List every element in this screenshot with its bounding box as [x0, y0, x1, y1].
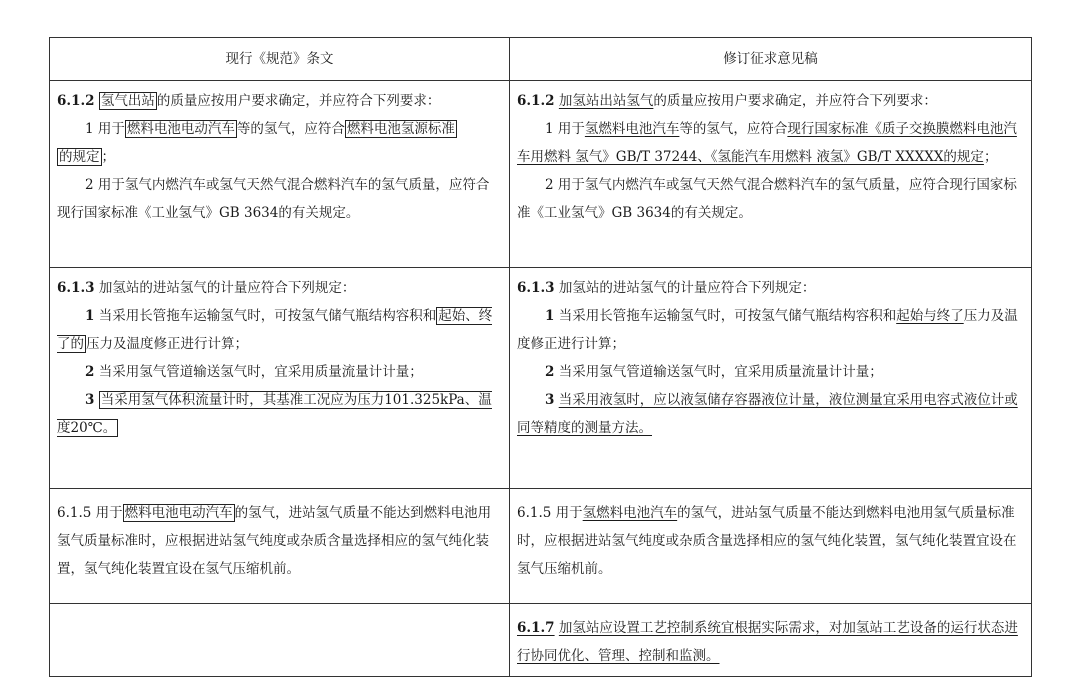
item-number: 3	[85, 392, 95, 408]
item-text: 当采用氢气管道输送氢气时，宜采用质量流量计计量；	[98, 364, 423, 380]
clause-heading	[57, 87, 502, 115]
boxed-text: 的规定	[59, 149, 100, 165]
clause-text: 的质量应按用户要求确定，并应符合下列要求：	[653, 93, 937, 109]
clause-item	[517, 115, 1024, 171]
table-row	[50, 489, 1032, 604]
underlined-text: 现行国家标准《质子交换膜燃料电池汽车用燃料 氢气》GB/T 37244、《氢能汽车用燃料 液氢》GB/T XXXXX的规定	[517, 121, 1017, 165]
item-text: 1 用于	[545, 121, 585, 137]
boxed-text: 氢气出站	[100, 93, 155, 109]
clause-number: 6.1.2	[57, 93, 95, 109]
item-number: 2	[545, 364, 555, 380]
clause-text: 加氢站的进站氢气的计量应符合下列规定：	[98, 280, 356, 296]
clause-prefix: 6.1.5 用于	[57, 505, 123, 521]
clause-item: 2 用于氢气内燃汽车或氢气天然气混合燃料汽车的氢气质量，应符合现行国家标准《工业氢气》GB 3634的有关规定。	[57, 177, 490, 221]
clause-heading	[57, 274, 502, 302]
item-text: 当采用长管拖车运输氢气时，可按氢气储气瓶结构容积和	[558, 308, 897, 324]
clause-number: 6.1.2	[517, 93, 555, 109]
item-number: 3	[545, 392, 555, 408]
clause-text	[517, 499, 1024, 583]
item-text: 当采用长管拖车运输氢气时，可按氢气储气瓶结构容积和	[98, 308, 437, 324]
header-current: 现行《规范》条文	[50, 38, 510, 81]
clause-item	[57, 386, 502, 442]
item-text: 1 用于	[85, 121, 125, 137]
clause-item	[57, 358, 502, 386]
item-text: 等的氢气，应符合	[679, 121, 788, 137]
cell-revised-6-1-2	[510, 81, 1032, 268]
clause-item	[517, 302, 1024, 358]
item-number: 2	[85, 364, 95, 380]
cell-revised-6-1-3	[510, 268, 1032, 489]
item-number: 1	[85, 308, 95, 324]
cell-current-6-1-2	[50, 81, 510, 268]
clause-text: 的质量应按用户要求确定，并应符合下列要求：	[156, 93, 441, 109]
clause-item	[57, 302, 502, 358]
cell-current-empty	[50, 604, 510, 677]
item-text: 当采用氢气管道输送氢气时，宜采用质量流量计计量；	[558, 364, 883, 380]
table-row	[50, 604, 1032, 677]
boxed-text: 燃料电池电动汽车	[126, 121, 235, 137]
underlined-text: 氢燃料电池汽车	[582, 505, 678, 521]
item-text: 压力及温度修正进行计算；	[86, 336, 248, 352]
clause-number: 6.1.3	[517, 280, 555, 296]
item-text: ；	[983, 149, 998, 165]
boxed-text: 起始、终了的	[57, 308, 493, 352]
boxed-text: 燃料电池氢源标准	[346, 121, 455, 137]
clause-number: 6.1.7	[517, 620, 555, 636]
underlined-text: 起始与终了	[896, 308, 964, 324]
clause-text	[517, 614, 1024, 670]
cell-current-6-1-5	[50, 489, 510, 604]
header-row	[50, 38, 1032, 81]
clause-body: 的氢气，进站氢气质量不能达到燃料电池用氢气质量标准时，应根据进站氢气纯度或杂质含量选择相应的氢气纯化装置，氢气纯化装置宜设在氢气压缩机前。	[57, 505, 492, 577]
table-row	[50, 268, 1032, 489]
clause-number: 6.1.3	[57, 280, 95, 296]
item-text: 压力及温度修正进行计算；	[517, 308, 1018, 352]
cell-revised-6-1-5	[510, 489, 1032, 604]
underlined-text: 当采用液氢时，应以液氢储存容器液位计量，液位测量宜采用电容式液位计或同等精度的测量方法。	[517, 392, 1018, 436]
underlined-text: 氢燃料电池汽车	[584, 121, 680, 137]
clause-item	[517, 358, 1024, 386]
clause-heading	[517, 274, 1024, 302]
table-row	[50, 81, 1032, 268]
clause-heading	[517, 87, 1024, 115]
header-revised: 修订征求意见稿	[510, 38, 1032, 81]
clause-item	[57, 115, 502, 171]
clause-text	[57, 499, 502, 583]
item-text: ；	[101, 149, 115, 165]
underlined-text: 加氢站出站氢气	[558, 93, 654, 109]
clause-prefix: 6.1.5 用于	[517, 505, 583, 521]
clause-item	[517, 386, 1024, 442]
clause-text: 加氢站的进站氢气的计量应符合下列规定：	[558, 280, 816, 296]
item-text: 等的氢气，应符合	[236, 121, 345, 137]
comparison-table	[49, 37, 1032, 677]
boxed-text: 当采用氢气体积流量计时，其基准工况应为压力101.325kPa、温度20℃。	[57, 392, 492, 436]
boxed-text: 燃料电池电动汽车	[124, 505, 233, 521]
cell-current-6-1-3	[50, 268, 510, 489]
clause-item: 2 用于氢气内燃汽车或氢气天然气混合燃料汽车的氢气质量，应符合现行国家标准《工业氢气》GB 3634的有关规定。	[517, 177, 1017, 221]
underlined-text: 加氢站应设置工艺控制系统宜根据实际需求，对加氢站工艺设备的运行状态进行协同优化、管理、控制和监测。	[517, 620, 1018, 664]
item-number: 1	[545, 308, 555, 324]
cell-revised-6-1-7	[510, 604, 1032, 677]
clause-body: 的氢气，进站氢气质量不能达到燃料电池用氢气质量标准时，应根据进站氢气纯度或杂质含量选择相应的氢气纯化装置，氢气纯化装置宜设在氢气压缩机前。	[517, 505, 1017, 577]
